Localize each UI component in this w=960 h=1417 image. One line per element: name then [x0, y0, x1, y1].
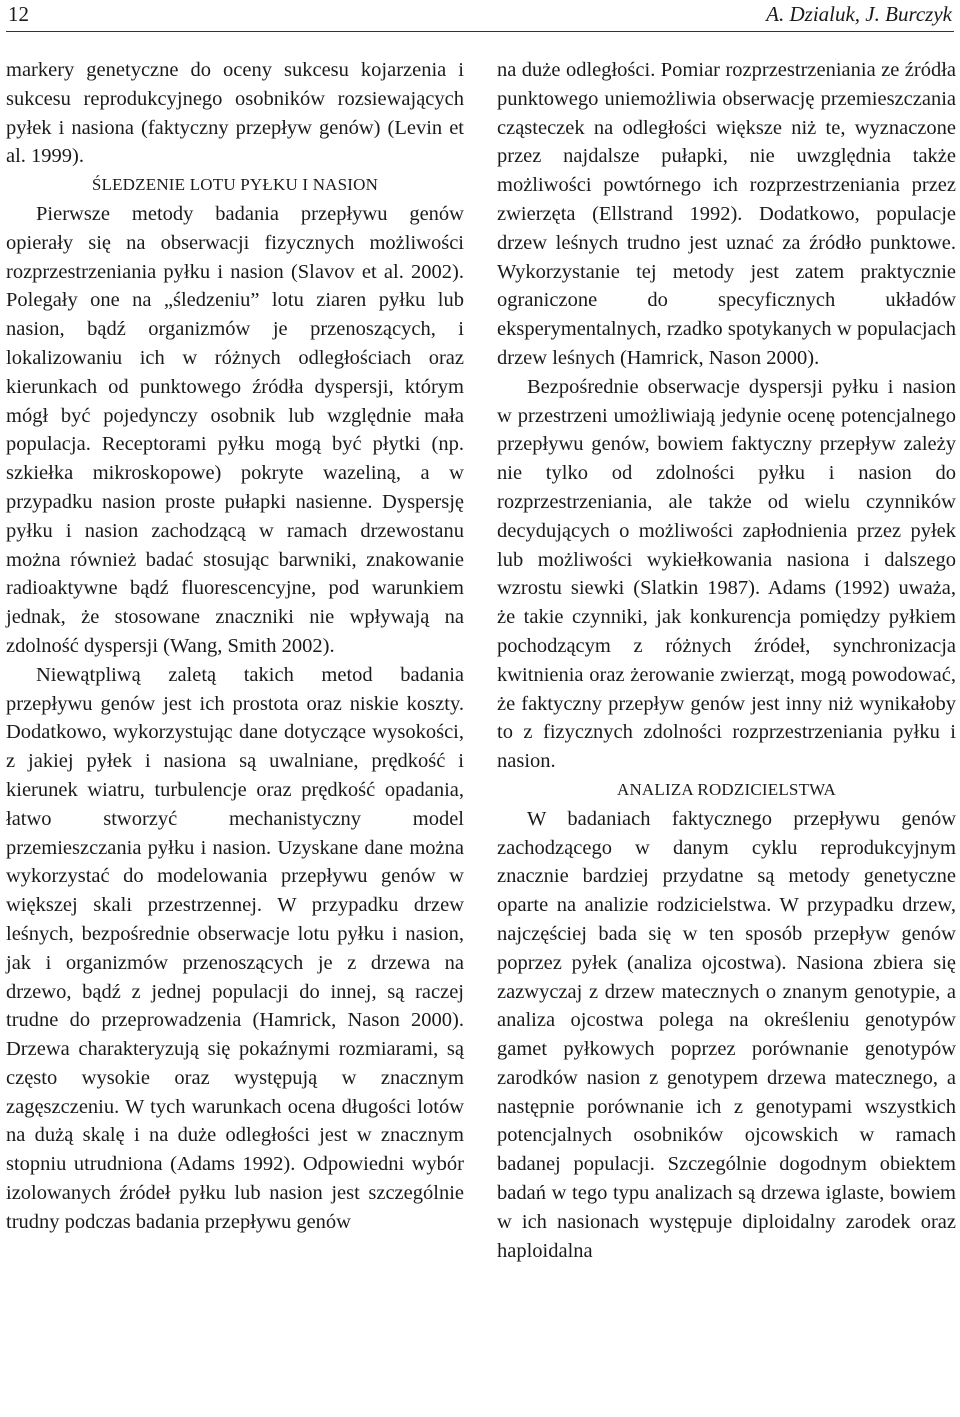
right-paragraph-1: na duże odległości. Pomiar rozprzestrzeniania ze źródła punktowego uniemożliwia obserwację przemieszczania cząsteczek na odległości większe niż te, wyznaczone przez najdalsze pułapki, nie uwzględnia także możliwości powtórnego ich rozprzestrzeniania przez zwierzęta (Ellstrand 1992). Dodatkowo, populacje drzew leśnych trudno jest uznać za źródło punktowe. Wykorzystanie tej metody jest zatem praktycznie ograniczone do specyficznych układów eksperymentalnych, rzadko spotykanych w populacjach drzew leśnych (Hamrick, Nason 2000).	[497, 59, 956, 369]
left-column	[6, 56, 464, 1237]
left-paragraph-2: Pierwsze metody badania przepływu genów opierały się na obserwacji fizycznych możliwości rozprzestrzeniania pyłku i nasion (Slavov et al. 2002). Polegały one na „śledzeniu” lotu ziaren pyłku lub nasion, bądź organizmów je przenoszących, i lokalizowaniu ich w różnych odległościach oraz kierunkach od punktowego źródła dyspersji, którym mógł być pojedynczy osobnik lub względnie mała populacja. Receptorami pyłku mogą być płytki (np. szkiełka mikroskopowe) pokryte wazeliną, a w przypadku nasion proste pułapki nasienne. Dyspersję pyłku i nasion zachodzącą w ramach drzewostanu można również badać stosując barwniki, znakowanie radioaktywne bądź fluorescencyjne, pod warunkiem jednak, że stosowane znaczniki nie wpływają na zdolność dyspersji (Wang, Smith 2002).	[6, 202, 464, 657]
running-head-authors: A. Dzialuk, J. Burczyk	[766, 2, 952, 26]
right-paragraph-2: Bezpośrednie obserwacje dyspersji pyłku i nasion w przestrzeni umożliwiają jedynie ocenę potencjalnego przepływu genów, bowiem faktyczny przepływ zależy nie tylko od zdolności pyłku i nasion do rozprzestrzeniania, ale także od wielu czynników decydujących o możliwości zapłodnienia przez pyłek lub możliwości wykiełkowania nasiona i dalszego wzrostu siewki (Slatkin 1987). Adams (1992) uważa, że takie czynniki, jak konkurencja pomiędzy pyłkiem pochodzącym z różnych źródeł, synchronizacja kwitnienia oraz żerowanie zwierząt, mogą powodować, że faktyczny przepływ genów jest inny niż wynikałoby to z fizycznych zdolności rozprzestrzeniania pyłku i nasion.	[497, 375, 956, 773]
left-paragraph-3: Niewątpliwą zaletą takich metod badania przepływu genów jest ich prostota oraz niskie koszty. Dodatkowo, wykorzystując dane dotyczące wysokości, z jakiej pyłek i nasiona są uwalniane, prędkość i kierunek wiatru, turbulencje oraz prędkość opadania, łatwo stworzyć mechanistyczny model przemieszczania pyłku i nasion. Uzyskane dane można wykorzystać do modelowania przepływu genów w większej skali przestrzennej. W przypadku drzew leśnych, bezpośrednie obserwacje lotu pyłku i nasion, jak i organizmów przenoszących je z drzewa na drzewo, bądź z jednej populacji do innej, są raczej trudne do przeprowadzenia (Hamrick, Nason 2000). Drzewa charakteryzują się pokaźnymi rozmiarami, są często wysokie oraz występują w znacznym zagęszczeniu. W tych warunkach ocena długości lotów na dużą skalę i na duże odległości jest w znacznym stopniu utrudniona (Adams 1992). Odpowiedni wybór izolowanych źródeł pyłku lub nasion jest szczególnie trudny podczas badania przepływu genów	[6, 663, 464, 1233]
page-header	[8, 0, 952, 30]
left-paragraph-1: markery genetyczne do oceny sukcesu kojarzenia i sukcesu reprodukcyjnego osobników rozsiewających pyłek i nasiona (faktyczny przepływ genów) (Levin et al. 1999).	[6, 59, 464, 168]
page-number: 12	[8, 2, 29, 26]
right-column	[497, 56, 956, 1265]
right-paragraph-3: W badaniach faktycznego przepływu genów zachodzącego w danym cyklu reprodukcyjnym znacznie bardziej przydatne są metody genetyczne oparte na analizie rodzicielstwa. W przypadku drzew, najczęściej bada się w ten sposób przepływ genów poprzez pyłek (analiza ojcostwa). Nasiona zbiera się zazwyczaj z drzew matecznych o znanym genotypie, a analiza ojcostwa polega na określeniu genotypów gamet pyłkowych poprzez porównanie genotypów zarodków nasion z genotypem drzewa matecznego, a następnie porównanie ich z genotypami wszystkich potencjalnych osobników ojcowskich w ramach badanej populacji. Szczególnie dogodnym obiektem badań w tego typu analizach są drzewa iglaste, bowiem w ich nasionach występuje diploidalny zarodek oraz haploidalna	[497, 807, 956, 1262]
section-heading-parentage-analysis: ANALIZA RODZICIELSTWA	[616, 779, 837, 799]
section-heading-pollen-seed-tracking: ŚLEDZENIE LOTU PYŁKU I NASION	[91, 175, 379, 195]
header-rule	[6, 31, 954, 32]
